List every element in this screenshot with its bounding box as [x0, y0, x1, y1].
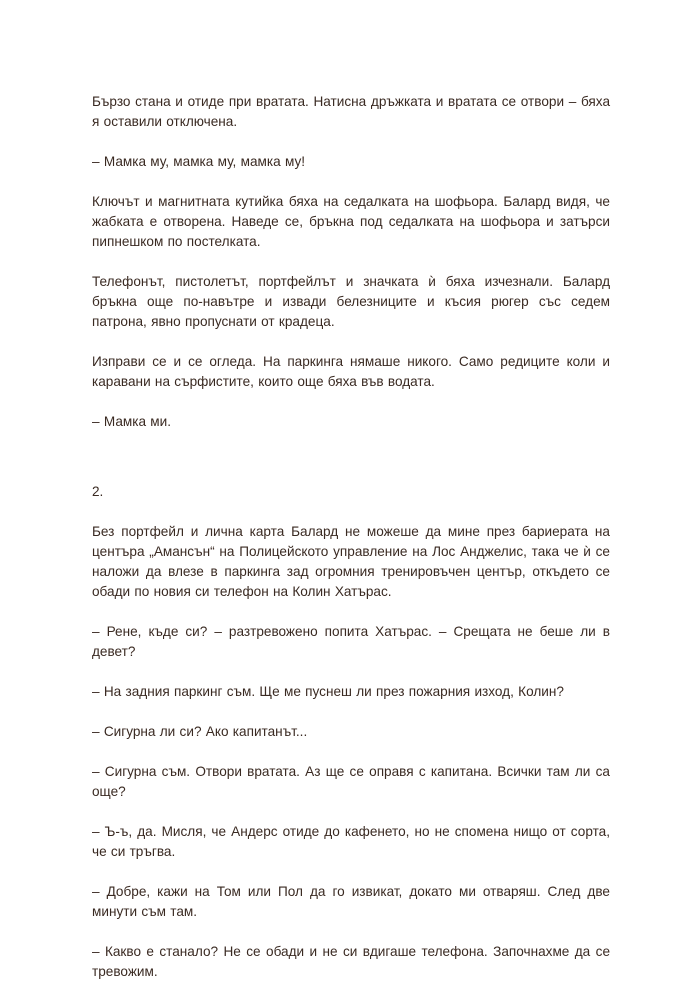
dialog-line: – Мамка му, мамка му, мамка му! — [92, 154, 306, 169]
paragraph: Бързо стана и отиде при вратата. Натисна дръжката и вратата се отвори – бяха я оставили отключена. — [92, 94, 610, 129]
paragraph: Без портфейл и лична карта Балард не можеше да мине през бариерата на центъра „Амансън“ на Полицейското управление на Лос Анджелис, така че ѝ се наложи да влезе в паркинга зад огромния тренировъчен център, откъдето се обади по новия си телефон на Колин Хатърас. — [92, 524, 610, 599]
paragraph: Ключът и магнитната кутийка бяха на седалката на шофьора. Балард видя, че жабката е отворена. Наведе се, бръкна под седалката на шофьора и затърси пипнешком по постелката. — [92, 194, 610, 249]
dialog-line: – На задния паркинг съм. Ще ме пуснеш ли през пожарния изход, Колин? — [92, 684, 564, 699]
dialog-line: – Рене, къде си? – разтревожено попита Хатърас. – Срещата не беше ли в девет? — [92, 624, 610, 659]
dialog-line: – Сигурна съм. Отвори вратата. Аз ще се оправя с капитана. Всички там ли са още? — [92, 764, 610, 799]
dialog-line: – Какво е станало? Не се обади и не си вдигаше телефона. Започнахме да се тревожим. — [92, 944, 610, 979]
section-number: 2. — [92, 484, 104, 499]
dialog-line: – Мамка ми. — [92, 414, 172, 429]
paragraph: Телефонът, пистолетът, портфейлът и значката ѝ бяха изчезнали. Балард бръкна още по-навътре и извади белезниците и късия рюгер със седем патрона, явно пропуснати от крадеца. — [92, 274, 610, 329]
paragraph: Изправи се и се огледа. На паркинга нямаше никого. Само редиците коли и каравани на сърфистите, които още бяха във водата. — [92, 354, 610, 389]
dialog-line: – Сигурна ли си? Ако капитанът... — [92, 724, 308, 739]
dialog-line: – Добре, кажи на Том или Пол да го извикат, докато ми отваряш. След две минути съм там. — [92, 884, 610, 919]
document-body — [92, 92, 610, 1002]
dialog-line: – Ъ-ъ, да. Мисля, че Андерс отиде до кафенето, но не спомена нищо от сорта, че си тръгва. — [92, 824, 610, 859]
